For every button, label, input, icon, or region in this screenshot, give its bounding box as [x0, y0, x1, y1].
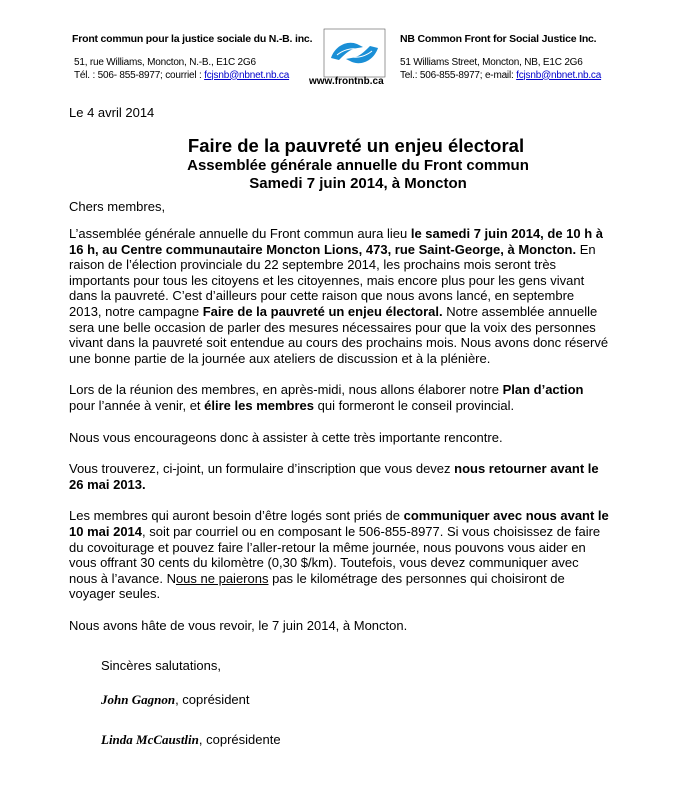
bold-campaign-name: Faire de la pauvreté un enjeu électoral.: [202, 303, 443, 319]
contact-en: [400, 70, 660, 83]
paragraph-encourage: Nous vous encourageons donc à assister à cette très importante rencontre.: [69, 429, 503, 445]
letterhead-english: [400, 33, 660, 82]
bold-return-deadline: nous retourner avant le 26 mai 2013.: [69, 461, 599, 492]
underlined-not-pay: ous ne paierons: [175, 570, 269, 586]
contact-fr: [74, 70, 314, 83]
signature-name: John Gagnon: [101, 692, 176, 707]
letter-subtitle-date: Samedi 7 juin 2014, à Moncton: [249, 175, 467, 192]
email-link-en[interactable]: fcjsnb@nbnet.nb.ca: [516, 69, 602, 81]
text-segment: L’assemblée générale annuelle du Front commun aura lieu: [69, 226, 411, 241]
hands-logo-icon: [323, 28, 386, 78]
org-name-en: NB Common Front for Social Justice Inc.: [400, 33, 597, 45]
address-fr: [74, 57, 314, 82]
letterhead: [0, 0, 694, 95]
closing-salutation: Sincères salutations,: [101, 658, 221, 673]
text-segment: , soit par courriel ou en composant le 506-855-8977. Si vous choisissez de faire du covoiturage et pouvez faire l’aller-retour la même journée, nous pouvons vous aider en vous offrant 30 cents du kilomètre (0,30 $/km). Toutefois, vous devez communiquer avec nous à l’avance. N: [69, 523, 601, 586]
website-url[interactable]: www.frontnb.ca: [309, 76, 384, 87]
bold-action-plan: Plan d’action: [502, 382, 584, 398]
paragraph-registration: [69, 461, 609, 492]
org-name-fr: Front commun pour la justice sociale du N.-B. inc.: [72, 33, 313, 45]
bold-elect-members: élire les membres: [204, 397, 315, 413]
title-block: [0, 135, 694, 193]
street-address-fr: 51, rue Williams, Moncton, N.-B., E1C 2G6: [74, 57, 256, 68]
letter-body: [69, 226, 609, 649]
greeting: Chers membres,: [69, 199, 166, 214]
signature-copresident: [101, 692, 250, 708]
paragraph-see-you: Nous avons hâte de vous revoir, le 7 juin 2014, à Moncton.: [69, 617, 408, 633]
paragraph-meeting-info: [69, 226, 609, 366]
text-segment: Lors de la réunion des membres, en après-midi, nous allons élaborer notre: [69, 382, 503, 398]
paragraph-afternoon: [69, 382, 609, 413]
street-address-en: 51 Williams Street, Moncton, NB, E1C 2G6: [400, 57, 583, 68]
text-segment: qui formeront le conseil provincial.: [314, 397, 515, 413]
bold-meeting-details: le samedi 7 juin 2014, de 10 h à 16 h, au Centre communautaire Moncton Lions, 473, rue Saint-George, à Moncton.: [69, 226, 604, 257]
text-segment: pas le kilométrage des personnes qui choisiront de voyager seules.: [69, 570, 565, 602]
text-segment: En raison de l’élection provinciale du 22 septembre 2014, les prochains mois seront très importants pour tous les citoyens et les citoyennes, mais encore plus pour les gens vivant dans la pauvreté. C’est d’ailleurs pour cette raison que nous avons lancé, en septembre 2013, notre campagne: [69, 241, 596, 319]
signature-copresidente: [101, 732, 281, 748]
signature-role: , coprésidente: [198, 732, 281, 747]
signature-role: , coprésident: [175, 692, 250, 707]
address-en: [400, 57, 660, 82]
email-link-fr[interactable]: fcjsnb@nbnet.nb.ca: [204, 69, 290, 81]
text-segment: Les membres qui auront besoin d’être logés sont priés de: [69, 508, 404, 524]
letter-title: Faire de la pauvreté un enjeu électoral: [187, 135, 525, 156]
signature-name: Linda McCaustlin: [101, 732, 199, 747]
paragraph-lodging: [69, 508, 609, 602]
bold-contact-deadline: communiquer avec nous avant le 10 mai 2014: [69, 508, 609, 539]
text-segment: Notre assemblée annuelle sera une belle occasion de parler des mesures nécessaires pour que la voix des personnes vivant dans la pauvreté soit entendue au cours des prochains mois. Nous avons donc réservé une bonne partie de la journée aux ateliers de discussion et à la plénière.: [69, 303, 609, 366]
phone-en: Tel.: 506-855-8977; e-mail:: [400, 69, 517, 81]
phone-fr: Tél. : 506- 855-8977; courriel :: [74, 69, 205, 81]
letter-date: Le 4 avril 2014: [69, 105, 155, 120]
text-segment: Vous trouverez, ci-joint, un formulaire d’inscription que vous devez: [69, 461, 455, 477]
text-segment: pour l’année à venir, et: [69, 397, 205, 413]
letter-subtitle-event: Assemblée générale annuelle du Front commun: [187, 157, 529, 174]
letterhead-french: [74, 33, 314, 82]
